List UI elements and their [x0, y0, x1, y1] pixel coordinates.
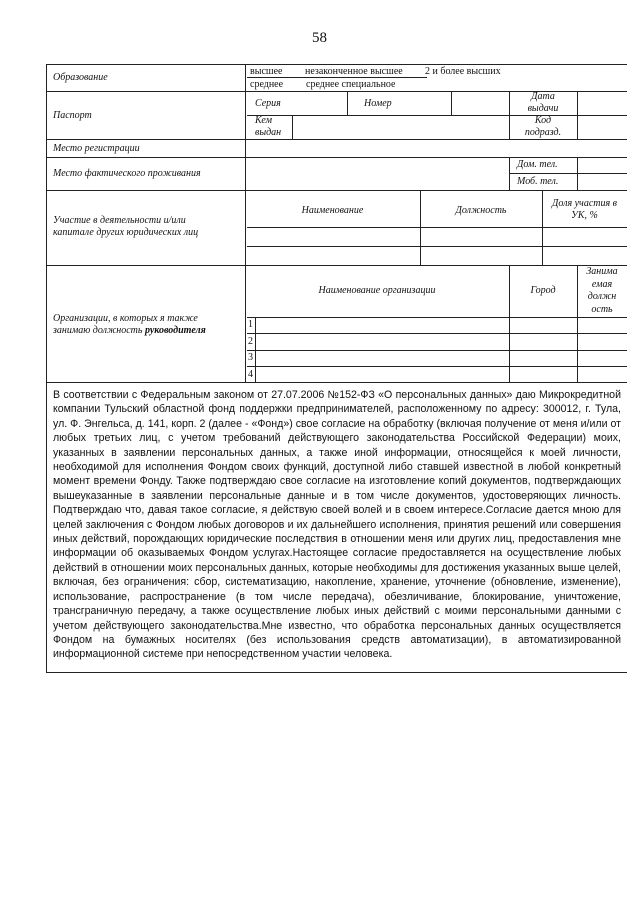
- management-row-number: 2: [248, 336, 253, 347]
- participation-col-name: Наименование: [301, 205, 364, 216]
- education-option-incomplete-higher[interactable]: незаконченное высшее: [305, 66, 403, 77]
- row-divider: [47, 157, 627, 158]
- row-number-divider: [255, 317, 256, 382]
- page-number: 58: [312, 30, 327, 46]
- registration-label: Место регистрации: [53, 143, 140, 154]
- management-row-number: 1: [248, 319, 253, 330]
- management-divider: [509, 265, 510, 382]
- passport-label: Паспорт: [53, 110, 92, 121]
- row-divider: [47, 382, 627, 383]
- passport-divider: [451, 91, 452, 115]
- passport-divider: [577, 91, 578, 139]
- management-col-position: Занима емая должн ость: [586, 266, 618, 315]
- passport-series-label: Серия: [255, 98, 281, 109]
- consent-paragraph: В соответствии с Федеральным законом от 27.07.2006 №152-ФЗ «О персональных данных» даю Микрокредитной компании Тульский областной фонд поддержки предпринимателей, расположенному по адресу: 300012, г. Тула, ул. Ф. Энгельса, д. 141, корп. 2 (далее - «Фонд») свое согласие на обработку (включая получение от меня и/или от любых третьих лиц, с учетом требований действующего законодательства Российской Федерации) моих, указанных в заявлении персональных данных, а также иной информации, относящейся к моей личности, необходимой для исполнения Фондом своих функций, доступной либо ставшей известной в любой конкретный момент времени Фонду. Также подтверждаю свое согласие на изготовление копий документов, подтверждающих вышеуказанные в заявлении персональные данные и в том числе документов, удостоверяющих личность. Подтверждаю что, давая такое согласие, я действую своей волей и в своем интересе.Согласие дается мною для целей заключения с Фондом любых договоров и их дальнейшего исполнения, принятия решений или совершения иных действий, порождающих юридические последствия в отношении меня или других лиц, предоставления мне информации об оказываемых Фондом услугах.Настоящее согласие предоставляется на осуществление любых действий в отношении моих персональных данных, которые необходимы для достижения указанных выше целей, включая, без ограничения: сбор, систематизацию, накопление, хранение, уточнение (обновление, изменение), использование, распространение (в том числе передача), обезличивание, блокирование, уничтожение, трансграничную передачу, а также осуществление любых иных действий с моими персональными данными с учетом действующего законодательства.Мне известно, что обработка персональных данных осуществляется Фондом на бумажных носителях (без использования средств автоматизации), в автоматизированной информационной системе при непосредственном участии человека.: [53, 389, 621, 661]
- participation-divider: [420, 190, 421, 265]
- residence-label: Место фактического проживания: [53, 168, 201, 179]
- education-option-multiple-higher[interactable]: 2 и более высших: [425, 66, 501, 77]
- phone-divider: [577, 157, 578, 190]
- management-divider: [247, 317, 627, 318]
- phone-divider: [509, 173, 627, 174]
- education-option-higher[interactable]: высшее: [250, 66, 283, 77]
- home-phone-label: Дом. тел.: [517, 159, 558, 170]
- management-col-city: Город: [530, 285, 556, 296]
- passport-divider: [347, 91, 348, 115]
- education-option-secondary[interactable]: среднее: [250, 79, 284, 90]
- management-col-org: Наименование организации: [318, 285, 436, 296]
- passport-divider: [292, 115, 293, 139]
- management-divider: [247, 350, 627, 351]
- row-divider: [47, 265, 627, 266]
- participation-col-position: Должность: [455, 205, 507, 216]
- label-column-divider: [245, 65, 246, 382]
- management-row-number: 3: [248, 352, 253, 363]
- phone-divider: [509, 157, 510, 190]
- passport-number-label: Номер: [364, 98, 392, 109]
- row-divider: [47, 190, 627, 191]
- education-label: Образование: [53, 72, 108, 83]
- personal-data-form: [46, 64, 627, 673]
- management-row-number: 4: [248, 369, 253, 380]
- mobile-phone-label: Моб. тел.: [517, 176, 559, 187]
- participation-col-share: Доля участия в УК, %: [552, 198, 617, 221]
- passport-issued-by-label: Кем выдан: [255, 115, 282, 138]
- management-divider: [247, 333, 627, 334]
- education-option-vocational[interactable]: среднее специальное: [306, 79, 396, 90]
- management-label-emphasis: руководителя: [144, 325, 206, 336]
- participation-label: Участие в деятельности и/или капитале других юридических лиц: [53, 215, 199, 238]
- management-label: Организации, в которых я также занимаю должность руководителя: [53, 313, 206, 336]
- row-divider: [47, 139, 627, 140]
- participation-divider: [247, 246, 627, 247]
- participation-divider: [247, 227, 627, 228]
- management-divider: [247, 366, 627, 367]
- passport-division-code-label: Код подразд.: [524, 115, 562, 138]
- passport-issue-date-label: Дата выдачи: [527, 91, 559, 114]
